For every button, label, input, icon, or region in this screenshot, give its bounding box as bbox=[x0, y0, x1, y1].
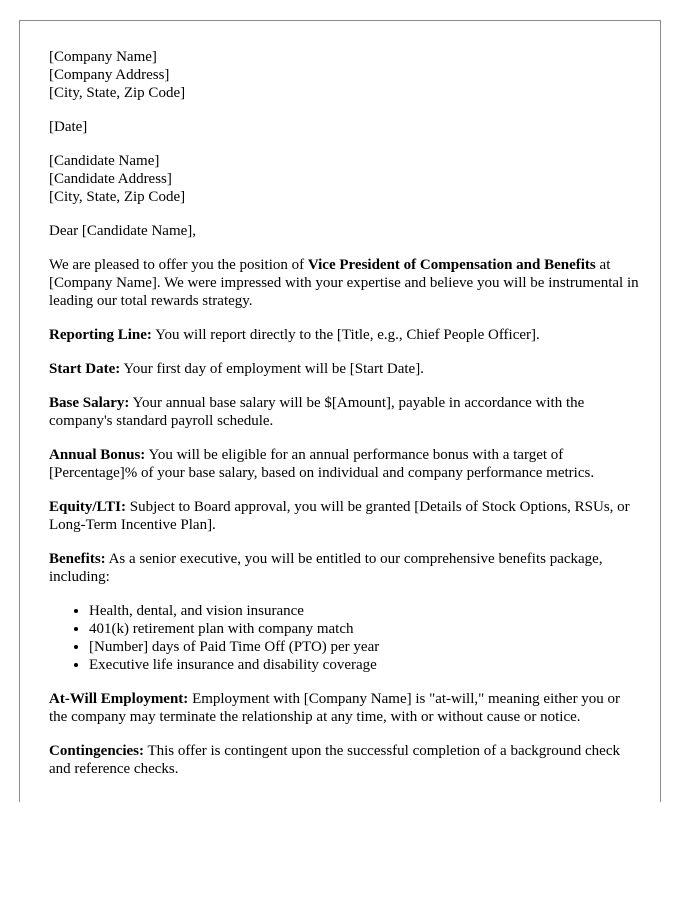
recipient-address: [Candidate Address] bbox=[49, 171, 172, 187]
annual-bonus-paragraph bbox=[49, 446, 639, 482]
contingencies-paragraph bbox=[49, 742, 639, 778]
list-item: • Health, dental, and vision insurance bbox=[89, 602, 639, 620]
base-salary-text: Your annual base salary will be $[Amount], payable in accordance with the company's standard payroll schedule. bbox=[49, 395, 585, 429]
recipient-city-state-zip: [City, State, Zip Code] bbox=[49, 189, 186, 205]
base-salary-label: Base Salary: bbox=[49, 395, 130, 411]
intro-paragraph bbox=[49, 256, 639, 310]
benefits-paragraph bbox=[49, 550, 639, 586]
start-date-paragraph bbox=[49, 360, 639, 378]
sender-company-name: [Company Name] bbox=[49, 49, 157, 65]
base-salary-paragraph bbox=[49, 394, 639, 430]
reporting-line-paragraph bbox=[49, 326, 639, 344]
at-will-paragraph bbox=[49, 690, 639, 726]
start-date-label: Start Date: bbox=[49, 361, 121, 377]
contingencies-text: This offer is contingent upon the successful completion of a background check and reference checks. bbox=[49, 743, 620, 777]
sender-company-address: [Company Address] bbox=[49, 67, 170, 83]
recipient-address-block bbox=[49, 152, 639, 206]
letter-date: [Date] bbox=[49, 119, 88, 135]
equity-paragraph bbox=[49, 498, 639, 534]
benefits-list bbox=[49, 602, 639, 674]
annual-bonus-label: Annual Bonus: bbox=[49, 447, 146, 463]
salutation: Dear [Candidate Name], bbox=[49, 223, 197, 239]
at-will-text: Employment with [Company Name] is "at-will," meaning either you or the company may terminate the relationship at any time, with or without cause or notice. bbox=[49, 691, 621, 725]
list-item: • [Number] days of Paid Time Off (PTO) per year bbox=[89, 638, 639, 656]
recipient-name: [Candidate Name] bbox=[49, 153, 160, 169]
sender-address-block bbox=[49, 48, 639, 102]
equity-label: Equity/LTI: bbox=[49, 499, 126, 515]
benefits-label: Benefits: bbox=[49, 551, 106, 567]
equity-text: Subject to Board approval, you will be granted [Details of Stock Options, RSUs, or Long-Term Incentive Plan]. bbox=[49, 499, 630, 533]
position-title: Vice President of Compensation and Benefits bbox=[307, 257, 596, 273]
letter-page bbox=[19, 20, 661, 802]
at-will-label: At-Will Employment: bbox=[49, 691, 189, 707]
reporting-line-label: Reporting Line: bbox=[49, 327, 152, 343]
list-item: • 401(k) retirement plan with company match bbox=[89, 620, 639, 638]
reporting-line-text: You will report directly to the [Title, e.g., Chief People Officer]. bbox=[151, 327, 540, 343]
intro-text-after: at [Company Name]. We were impressed with your expertise and believe you will be instrumental in leading our total rewards strategy. bbox=[49, 257, 639, 309]
intro-text-before: We are pleased to offer you the position of bbox=[49, 257, 308, 273]
sender-city-state-zip: [City, State, Zip Code] bbox=[49, 85, 186, 101]
start-date-text: Your first day of employment will be [Start Date]. bbox=[120, 361, 424, 377]
benefits-text: As a senior executive, you will be entitled to our comprehensive benefits package, including: bbox=[49, 551, 603, 585]
annual-bonus-text: You will be eligible for an annual performance bonus with a target of [Percentage]% of your base salary, based on individual and company performance metrics. bbox=[49, 447, 595, 481]
letter-content bbox=[49, 48, 639, 794]
list-item: • Executive life insurance and disability coverage bbox=[89, 656, 639, 674]
contingencies-label: Contingencies: bbox=[49, 743, 144, 759]
